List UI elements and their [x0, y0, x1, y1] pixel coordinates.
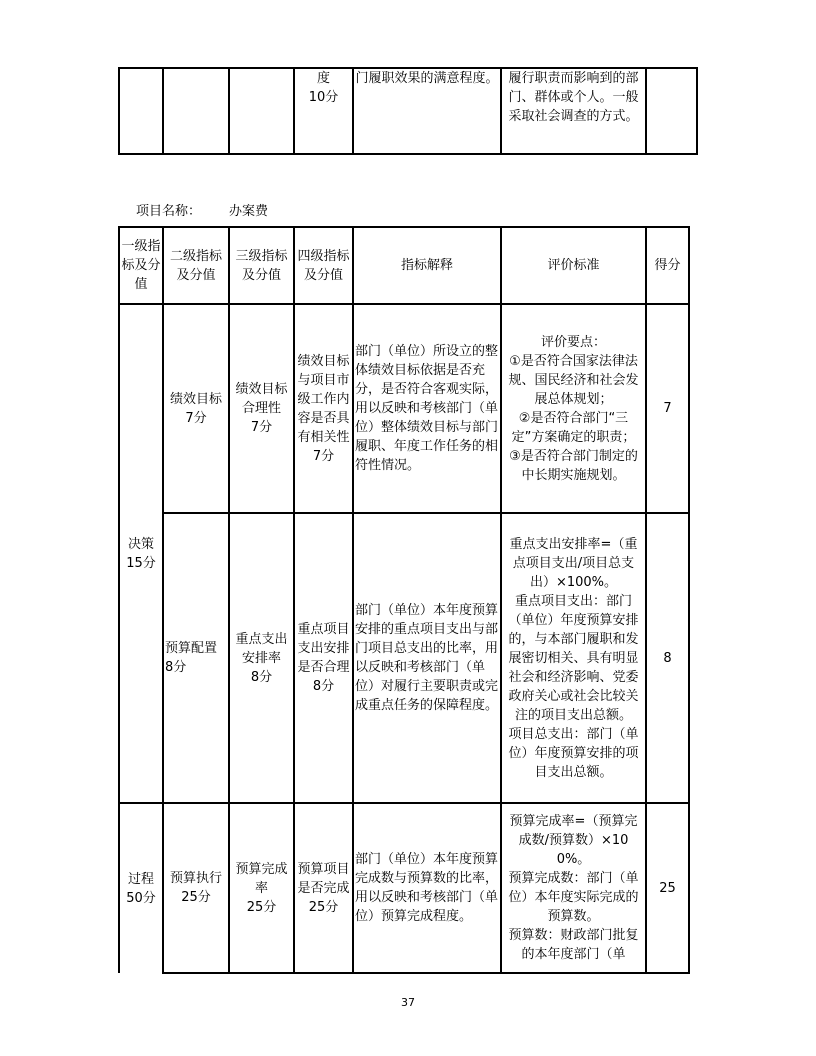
cell-criteria: 预算完成率=（预算完成数/预算数）×100%。 预算完成数：部门（单位）本年度实际完成的预算数。 预算数：财政部门批复的本年度部门（单	[501, 803, 646, 973]
header-level4: 四级指标及分值	[294, 227, 353, 304]
page-number: 37	[401, 996, 415, 1009]
project-line	[136, 200, 296, 219]
cell-explanation: 部门（单位）本年度预算完成数与预算数的比率，用以反映和考核部门（单位）预算完成程度。	[353, 803, 501, 973]
cell-level2: 预算执行 25分	[163, 803, 229, 973]
header-level3: 三级指标及分值	[229, 227, 294, 304]
header-level2: 二级指标及分值	[163, 227, 229, 304]
cell-score: 7	[646, 304, 689, 513]
cell-level2: 绩效目标 7分	[163, 304, 229, 513]
cell-level2	[163, 68, 229, 154]
table-header-row	[119, 227, 689, 304]
cell-explanation: 部门（单位）本年度预算安排的重点项目支出与部门项目总支出的比率，用以反映和考核部门（单位）对履行主要职责或完成重点任务的保障程度。	[353, 513, 501, 803]
cell-criteria: 评价要点： ①是否符合国家法律法规、国民经济和社会发展总体规划； ②是否符合部门“三定”方案确定的职责； ③是否符合部门制定的中长期实施规划。	[501, 304, 646, 513]
cell-level3	[229, 68, 294, 154]
header-level1: 一级指标及分值	[119, 227, 163, 304]
cell-criteria: 重点支出安排率=（重点项目支出/项目总支出）×100%。 重点项目支出：部门（单位）年度预算安排的，与本部门履职和发展密切相关、具有明显社会和经济影响、党委政府关心或社会比较关注的项目支出总额。 项目总支出：部门（单位）年度预算安排的项目支出总额。	[501, 513, 646, 803]
cell-level1: 决策 15分	[119, 304, 163, 803]
cell-level1	[119, 68, 163, 154]
table-row	[119, 68, 697, 154]
cell-level1: 过程 50分	[119, 803, 163, 973]
table-row	[119, 803, 689, 973]
cell-level3: 重点支出安排率 8分	[229, 513, 294, 803]
cell-level4: 度 10分	[294, 68, 353, 154]
cell-level2: 预算配置 8分	[163, 513, 229, 803]
cell-level4: 重点项目支出安排是否合理 8分	[294, 513, 353, 803]
header-explanation: 指标解释	[353, 227, 501, 304]
project-name: 办案费	[229, 204, 269, 219]
project-label: 项目名称：	[136, 204, 202, 219]
cell-explanation: 部门（单位）所设立的整体绩效目标依据是否充分，是否符合客观实际，用以反映和考核部门（单位）整体绩效目标与部门履职、年度工作任务的相符性情况。	[353, 304, 501, 513]
header-score: 得分	[646, 227, 689, 304]
cell-level3: 绩效目标合理性 7分	[229, 304, 294, 513]
cell-score	[646, 68, 697, 154]
header-criteria: 评价标准	[501, 227, 646, 304]
continued-table	[118, 67, 698, 155]
table-row	[119, 304, 689, 513]
indicator-table	[118, 226, 690, 974]
cell-explanation: 门履职效果的满意程度。	[353, 68, 501, 154]
cell-score: 8	[646, 513, 689, 803]
cell-level3: 预算完成率 25分	[229, 803, 294, 973]
cell-level4: 预算项目是否完成 25分	[294, 803, 353, 973]
table-row	[119, 513, 689, 803]
cell-criteria: 履行职责而影响到的部门、群体或个人。一般采取社会调查的方式。	[501, 68, 646, 154]
cell-level4: 绩效目标与项目市级工作内容是否具有相关性 7分	[294, 304, 353, 513]
cell-score: 25	[646, 803, 689, 973]
